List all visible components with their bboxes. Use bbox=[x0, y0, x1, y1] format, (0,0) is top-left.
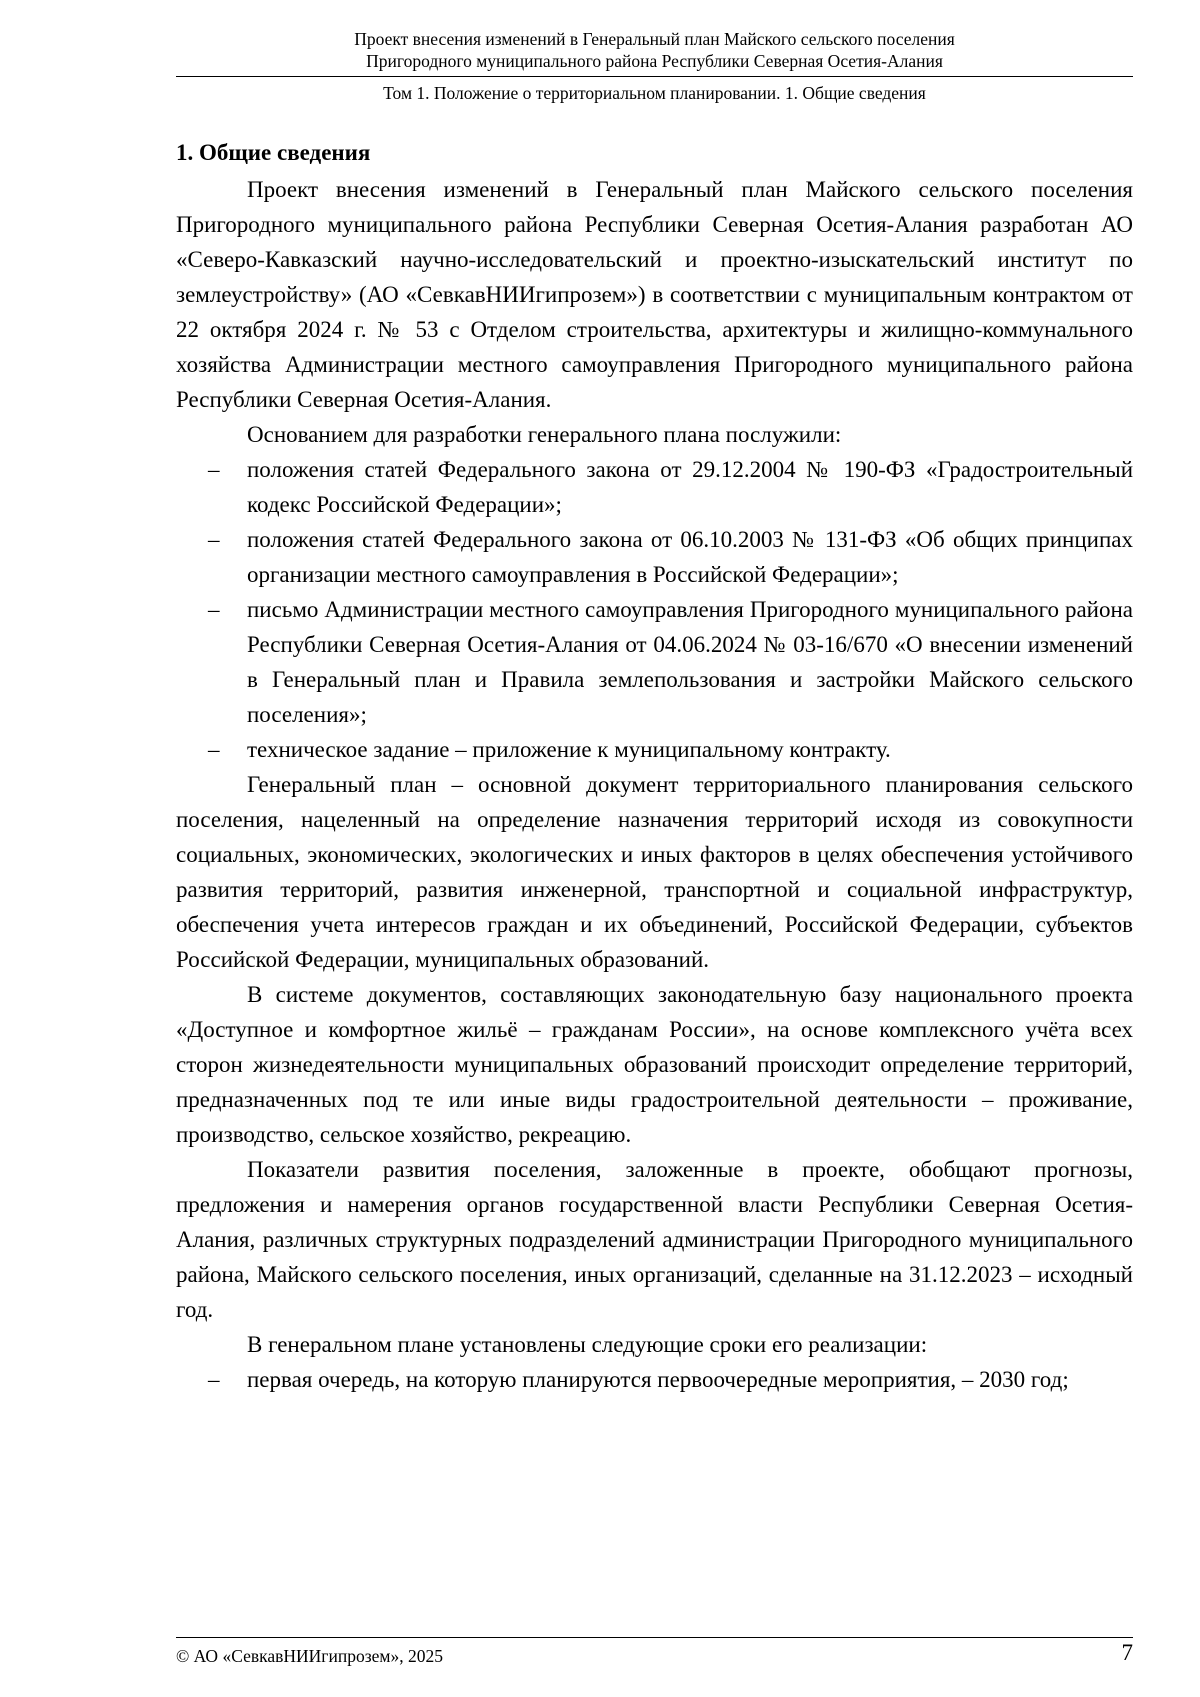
terms-list bbox=[176, 1362, 1133, 1397]
header-title-line2: Пригородного муниципального района Республики Северная Осетия-Алания bbox=[366, 51, 943, 71]
list-item-text: положения статей Федерального закона от 06.10.2003 № 131-ФЗ «Об общих принципах организации местного самоуправления в Российской Федерации»; bbox=[247, 527, 1133, 587]
dash-marker: – bbox=[208, 597, 220, 622]
page-number: 7 bbox=[1121, 1640, 1133, 1665]
paragraph-basis: Основанием для разработки генерального плана послужили: bbox=[247, 422, 842, 447]
paragraph-national-project: В системе документов, составляющих законодательную базу национального проекта «Доступное и комфортное жильё – гражданам России», на основе комплексного учёта всех сторон жизнедеятельности муниципальных образований происходит определение территорий, предназначенных под те или иные виды градостроительной деятельности – проживание, производство, сельское хозяйство, рекреацию. bbox=[176, 982, 1133, 1147]
paragraph-terms: В генеральном плане установлены следующие сроки его реализации: bbox=[247, 1332, 928, 1357]
footer-divider bbox=[176, 1637, 1133, 1638]
list-item bbox=[176, 592, 1133, 732]
list-item-text: письмо Администрации местного самоуправления Пригородного муниципального района Республики Северная Осетия-Алания от 04.06.2024 № 03-16/670 «О внесении изменений в Генеральный план и Правила землепользования и застройки Майского сельского поселения»; bbox=[247, 597, 1133, 727]
header-volume-line: Том 1. Положение о территориальном планировании. 1. Общие сведения bbox=[383, 83, 926, 103]
list-item-text: положения статей Федерального закона от 29.12.2004 № 190-ФЗ «Градостроительный кодекс Российской Федерации»; bbox=[247, 457, 1133, 517]
list-item bbox=[176, 452, 1133, 522]
list-item bbox=[176, 522, 1133, 592]
paragraph-intro: Проект внесения изменений в Генеральный план Майского сельского поселения Пригородного муниципального района Республики Северная Осетия-Алания разработан АО «Северо-Кавказский научно-исследовательский и проектно-изыскательский институт по землеустройству» (АО «СевкавНИИгипрозем») в соответствии с муниципальным контрактом от 22 октября 2024 г. № 53 с Отделом строительства, архитектуры и жилищно-коммунального хозяйства Администрации местного самоуправления Пригородного муниципального района Республики Северная Осетия-Алания. bbox=[176, 177, 1133, 412]
dash-marker: – bbox=[208, 737, 220, 762]
paragraph-general-plan: Генеральный план – основной документ территориального планирования сельского поселения, нацеленный на определение назначения территорий исходя из совокупности социальных, экономических, экологических и иных факторов в целях обеспечения устойчивого развития территорий, развития инженерной, транспортной и социальной инфраструктур, обеспечения учета интересов граждан и их объединений, Российской Федерации, субъектов Российской Федерации, муниципальных образований. bbox=[176, 772, 1133, 972]
basis-list bbox=[176, 452, 1133, 767]
paragraph-indicators: Показатели развития поселения, заложенные в проекте, обобщают прогнозы, предложения и намерения органов государственной власти Республики Северная Осетия-Алания, различных структурных подразделений администрации Пригородного муниципального района, Майского сельского поселения, иных организаций, сделанные на 31.12.2023 – исходный год. bbox=[176, 1157, 1133, 1322]
page-header bbox=[176, 28, 1133, 103]
list-item bbox=[176, 1362, 1133, 1397]
header-title-line1: Проект внесения изменений в Генеральный план Майского сельского поселения bbox=[354, 29, 955, 49]
list-item-text: первая очередь, на которую планируются первоочередные мероприятия, – 2030 год; bbox=[247, 1367, 1069, 1392]
dash-marker: – bbox=[208, 457, 220, 482]
section-title: 1. Общие сведения bbox=[176, 140, 371, 165]
document-body bbox=[176, 136, 1133, 1397]
dash-marker: – bbox=[208, 527, 220, 552]
footer-copyright: © АО «СевкавНИИгипрозем», 2025 bbox=[176, 1646, 443, 1666]
dash-marker: – bbox=[208, 1367, 220, 1392]
list-item bbox=[176, 732, 1133, 767]
list-item-text: техническое задание – приложение к муниципальному контракту. bbox=[247, 737, 891, 762]
header-divider bbox=[176, 76, 1133, 77]
